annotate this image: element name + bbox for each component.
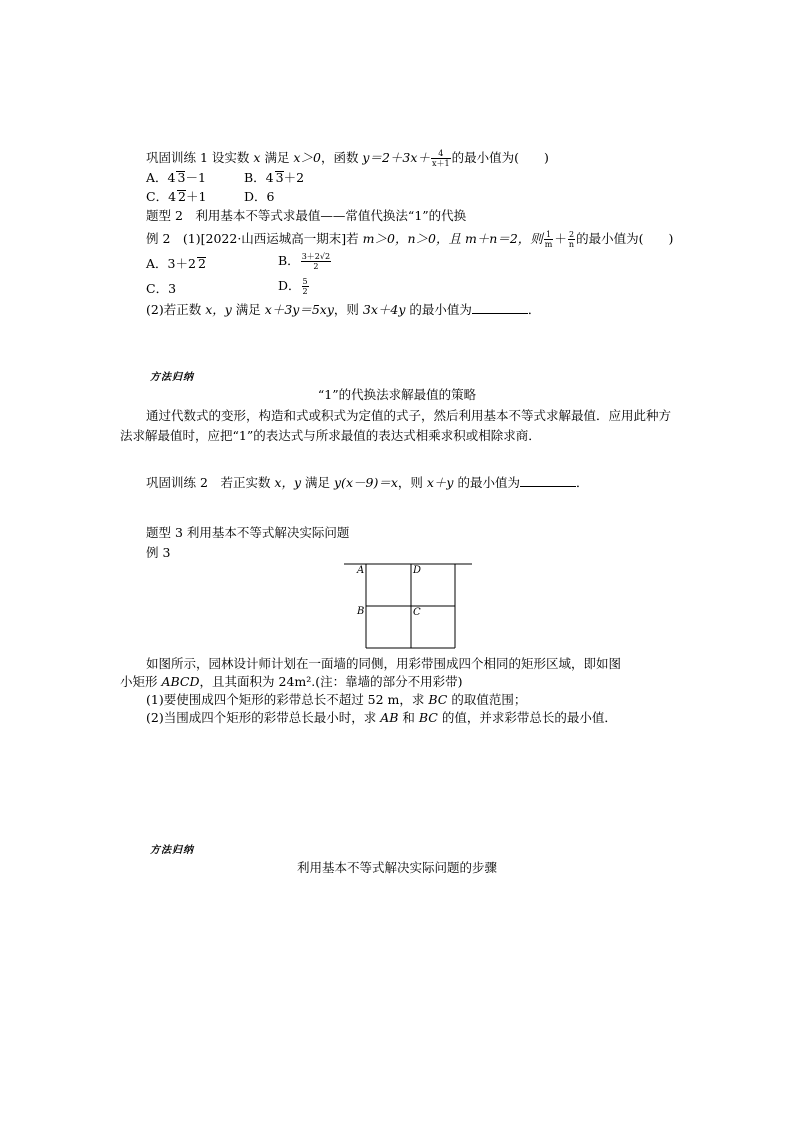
training2-stem: 巩固训练 2 若正实数 x，y 满足 y(x－9)＝x，则 x＋y 的最小值为 ． bbox=[146, 475, 589, 490]
method1-body: 通过代数式的变形，构造和式或积式为定值的式子，然后利用基本不等式求解最值．应用此种方法求解最值时，应把“1”的表达式与所求最值的表达式相乘求积或相除求商． bbox=[120, 408, 672, 443]
method-tag: 方法归纳 bbox=[150, 845, 194, 856]
label-b: B bbox=[357, 606, 365, 617]
fraction: $\frac{5}{2}$ bbox=[302, 277, 308, 296]
fraction: $\frac{3+2√2}{2}$ bbox=[301, 252, 331, 271]
training1-stem: 巩固训练 1 设实数 x 满足 x＞0，函数 y＝2＋3x＋ $\frac{4}{x+1}$ 的最小值为( ) bbox=[146, 149, 549, 168]
example3-question2: (2)当围成四个矩形的彩带总长最小时，求 AB 和 BC 的值，并求彩带总长的最小值． bbox=[146, 710, 617, 725]
training1-option-c: C．4 2＋1 bbox=[146, 189, 207, 204]
example3-question1: (1)要使围成四个矩形的彩带总长不超过 52 m，求 BC 的取值范围； bbox=[146, 692, 527, 707]
training1-label: 巩固训练 1 bbox=[146, 150, 208, 165]
example2-option-c: C．3 bbox=[146, 281, 177, 296]
example2-option-d: D． $\frac{5}{2}$ bbox=[278, 277, 308, 296]
example3-line2: 小矩形 ABCD，且其面积为 24m².(注：靠墙的部分不用彩带) bbox=[120, 674, 463, 689]
training2-label: 巩固训练 2 bbox=[146, 475, 208, 490]
fraction: $\frac{2}{n}$ bbox=[568, 230, 575, 249]
type2-heading: 题型 2 利用基本不等式求最值——常值代换法“1”的代换 bbox=[146, 208, 467, 223]
method1-title: “1”的代换法求解最值的策略 bbox=[317, 387, 477, 402]
method2-title: 利用基本不等式解决实际问题的步骤 bbox=[296, 860, 497, 875]
example2-part2: (2)若正数 x，y 满足 x＋3y＝5xy，则 3x＋4y 的最小值为 ． bbox=[146, 302, 541, 317]
fraction: $\frac{1}{m}$ bbox=[544, 230, 553, 249]
answer-blank[interactable] bbox=[472, 302, 528, 314]
label-c: C bbox=[413, 607, 421, 618]
training1-option-b: B．4 3＋2 bbox=[244, 170, 305, 185]
training1-option-d: D．6 bbox=[244, 189, 275, 204]
rectangle-figure bbox=[340, 560, 480, 652]
example2-option-b: B． $\frac{3+2√2}{2}$ bbox=[278, 252, 331, 271]
example3-label: 例 3 bbox=[146, 545, 171, 560]
type3-heading: 题型 3 利用基本不等式解决实际问题 bbox=[146, 525, 350, 540]
example2-option-a: A．3＋2 2 bbox=[146, 256, 206, 271]
fraction: $\frac{4}{x+1}$ bbox=[431, 149, 450, 168]
example2-part1: 例 2 (1)[2022·山西运城高一期末]若 m＞0，n＞0，且 m＋n＝2，则 $\frac{1}{m}$ ＋ $\frac{2}{n}$ 的最小值为( ) bbox=[146, 230, 674, 249]
method-tag: 方法归纳 bbox=[150, 372, 194, 383]
training1-option-a: A．4 3－1 bbox=[146, 170, 206, 185]
answer-blank[interactable] bbox=[520, 475, 576, 487]
label-a: A bbox=[357, 565, 365, 576]
example3-line1: 如图所示，园林设计师计划在一面墙的同侧，用彩带围成四个相同的矩形区域，即如图 bbox=[146, 656, 622, 671]
label-d: D bbox=[413, 565, 422, 576]
